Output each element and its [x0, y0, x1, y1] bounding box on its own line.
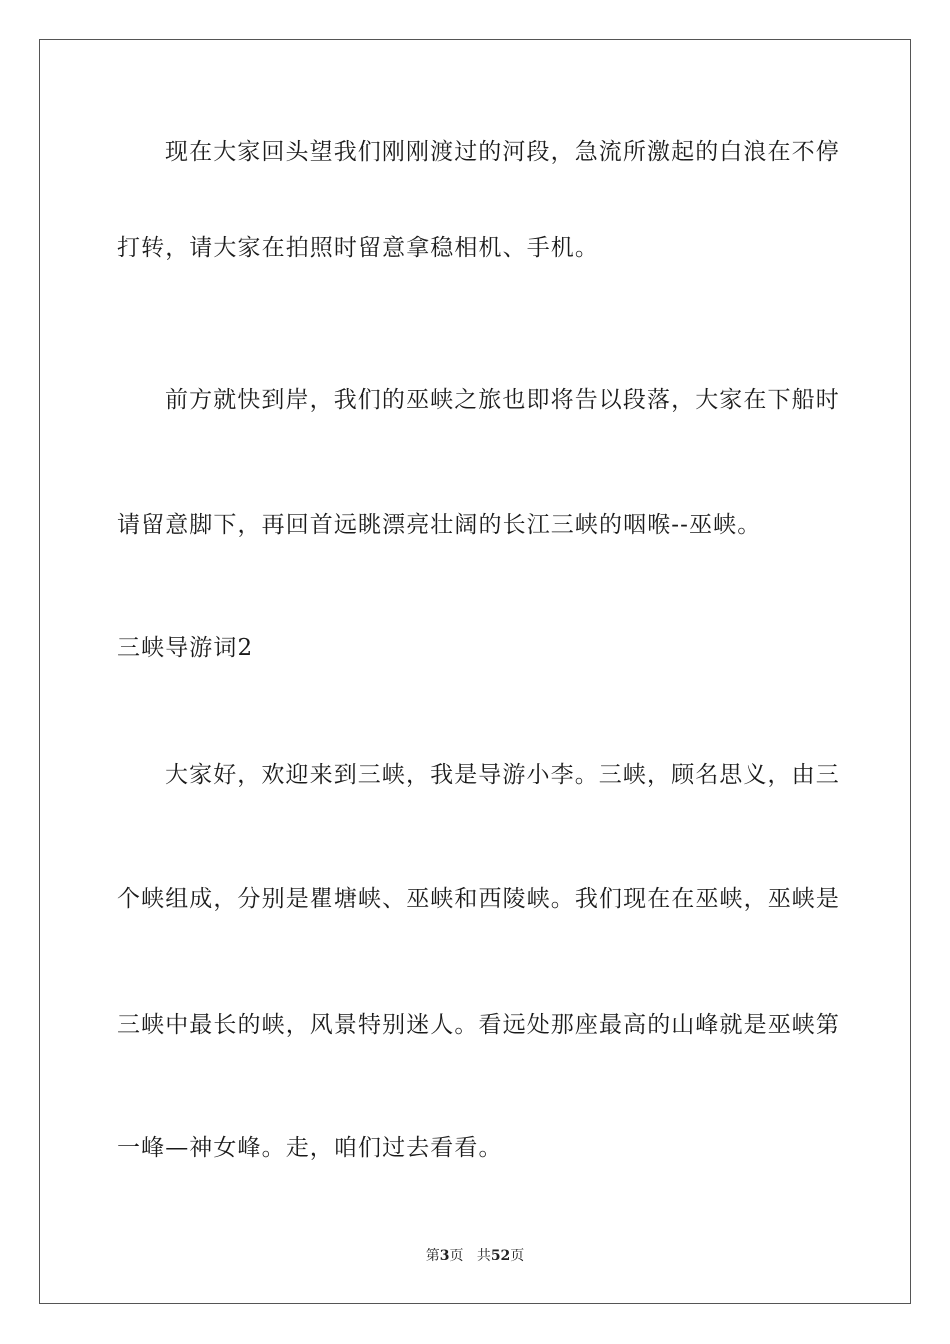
paragraph-line: 打转，请大家在拍照时留意拿稳相机、手机。 — [117, 235, 599, 261]
paragraph-line: 请留意脚下，再回首远眺漂亮壮阔的长江三峡的咽喉--巫峡。 — [117, 512, 762, 538]
footer-total-pages: 52 — [490, 1248, 511, 1264]
paragraph-line: 大家好，欢迎来到三峡，我是导游小李。三峡，顾名思义，由三 — [165, 762, 840, 788]
paragraph-line: 个峡组成，分别是瞿塘峡、巫峡和西陵峡。我们现在在巫峡，巫峡是 — [117, 886, 840, 912]
paragraph-line: 一峰—神女峰。走，咱们过去看看。 — [117, 1135, 503, 1161]
footer-page-number: 3 — [439, 1248, 450, 1264]
footer-total-prefix: 共 — [476, 1248, 491, 1264]
paragraph-line: 现在大家回头望我们刚刚渡过的河段，急流所激起的白浪在不停 — [165, 139, 840, 165]
footer-total-suffix: 页 — [510, 1248, 525, 1264]
page-border — [39, 39, 911, 1304]
paragraph-line: 前方就快到岸，我们的巫峡之旅也即将告以段落，大家在下船时 — [165, 387, 840, 413]
page-footer — [0, 1247, 950, 1265]
section-heading: 三峡导游词2 — [117, 635, 254, 661]
footer-prefix: 第 — [425, 1248, 440, 1264]
footer-page-suffix: 页 — [449, 1248, 464, 1264]
paragraph-line: 三峡中最长的峡，风景特别迷人。看远处那座最高的山峰就是巫峡第 — [117, 1012, 840, 1038]
